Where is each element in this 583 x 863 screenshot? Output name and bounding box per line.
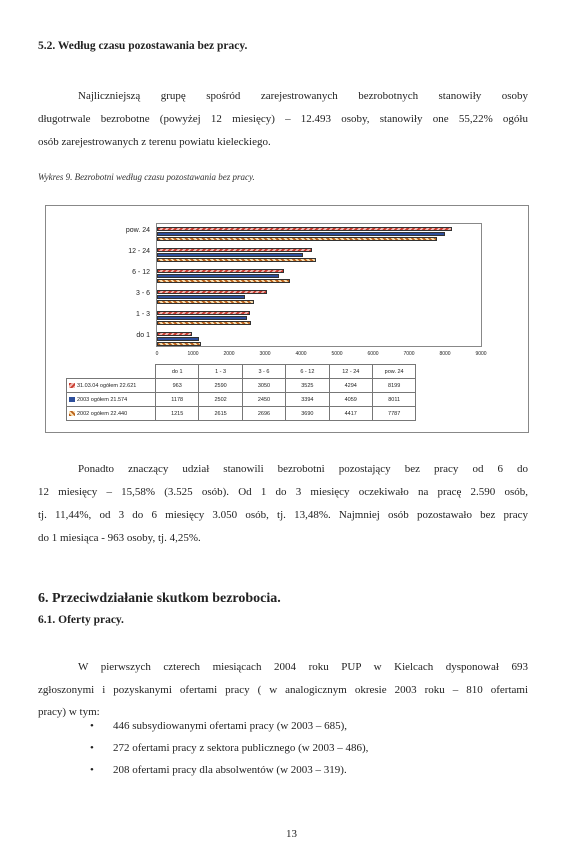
legend-entry bbox=[67, 393, 156, 407]
para2-line1: Ponadto znaczący udział stanowili bezrobotni pozostający bez pracy od 6 do bbox=[78, 463, 528, 475]
bar bbox=[157, 269, 284, 273]
bar bbox=[157, 300, 254, 304]
table-header: 12 - 24 bbox=[329, 365, 372, 379]
table-header-row bbox=[67, 365, 416, 379]
table-header: 1 - 3 bbox=[199, 365, 242, 379]
para3-line3: pracy) w tym: bbox=[38, 706, 100, 718]
category-label: 12 - 24 bbox=[128, 248, 150, 255]
table-header: 6 - 12 bbox=[286, 365, 329, 379]
legend-swatch bbox=[69, 383, 75, 388]
table-cell: 3394 bbox=[286, 393, 329, 407]
table-cell: 7787 bbox=[372, 407, 415, 421]
section-heading: 5.2. Według czasu pozostawania bez pracy. bbox=[38, 40, 248, 52]
para3-line1: W pierwszych czterech miesiącach 2004 roku PUP w Kielcach dysponował 693 bbox=[78, 661, 528, 673]
para2-line3: tj. 11,44%, od 3 do 6 miesięcy 3.050 osób, tj. 13,48%. Najmniej osób pozostawało bez pracy bbox=[38, 509, 528, 521]
bar bbox=[157, 248, 312, 252]
para2-line4: do 1 miesiąca - 963 osoby, tj. 4,25%. bbox=[38, 532, 201, 544]
bar bbox=[157, 332, 192, 336]
list-item: • 208 ofertami pracy dla absolwentów (w 2003 – 319). bbox=[90, 759, 368, 781]
table-cell: 2696 bbox=[242, 407, 285, 421]
table-cell: 1215 bbox=[156, 407, 199, 421]
category-label: 3 - 6 bbox=[135, 290, 150, 297]
bar bbox=[157, 311, 250, 315]
bar bbox=[157, 227, 452, 231]
table-cell: 2450 bbox=[242, 393, 285, 407]
bar bbox=[157, 237, 437, 241]
para1-line3: osób zarejestrowanych z terenu powiatu kieleckiego. bbox=[38, 136, 271, 148]
bar bbox=[157, 253, 303, 257]
table-cell: 8011 bbox=[372, 393, 415, 407]
list-item: • 272 ofertami pracy z sektora publicznego (w 2003 – 486), bbox=[90, 737, 368, 759]
series-name: 2002 ogółem 22.440 bbox=[77, 410, 128, 417]
table-cell: 2615 bbox=[199, 407, 242, 421]
bar bbox=[157, 274, 279, 278]
x-tick-label: 1000 bbox=[187, 351, 199, 357]
table-cell: 2590 bbox=[199, 379, 242, 393]
chart-data-table bbox=[66, 364, 416, 421]
bar bbox=[157, 342, 201, 346]
x-tick-label: 4000 bbox=[295, 351, 307, 357]
bar bbox=[157, 232, 445, 236]
series-name: 31.03.04 ogółem 22.621 bbox=[77, 382, 137, 389]
para2-line2: 12 miesięcy – 15,58% (3.525 osób). Od 1 do 3 miesięcy oczekiwało na pracę 2.590 osób, bbox=[38, 486, 528, 498]
category-label: 1 - 3 bbox=[135, 311, 150, 318]
table-corner bbox=[67, 365, 156, 379]
legend-entry bbox=[67, 379, 156, 393]
category-label: 6 - 12 bbox=[132, 269, 150, 276]
table-cell: 3690 bbox=[286, 407, 329, 421]
table-row bbox=[67, 393, 416, 407]
x-tick-label: 6000 bbox=[367, 351, 379, 357]
bar bbox=[157, 258, 316, 262]
para1-line2: długotrwale bezrobotne (powyżej 12 miesięcy) – 12.493 osoby, stanowiły one 55,22% ogółu bbox=[38, 113, 528, 125]
offer-bullet-list bbox=[90, 715, 368, 781]
x-tick-label: 0 bbox=[155, 351, 159, 357]
series-name: 2003 ogółem 21.574 bbox=[77, 396, 128, 403]
chart-plot-area bbox=[156, 223, 482, 347]
bar bbox=[157, 290, 267, 294]
bar bbox=[157, 316, 247, 320]
para1-line1: Najliczniejszą grupę spośród zarejestrowanych bezrobotnych stanowiły osoby bbox=[78, 90, 528, 102]
table-cell: 8199 bbox=[372, 379, 415, 393]
section-6-1-heading: 6.1. Oferty pracy. bbox=[38, 614, 124, 626]
table-row bbox=[67, 407, 416, 421]
bar bbox=[157, 337, 199, 341]
x-tick-label: 8000 bbox=[439, 351, 451, 357]
table-header: do 1 bbox=[156, 365, 199, 379]
table-header: 3 - 6 bbox=[242, 365, 285, 379]
table-cell: 4417 bbox=[329, 407, 372, 421]
x-tick-label: 7000 bbox=[403, 351, 415, 357]
section-6-heading: 6. Przeciwdziałanie skutkom bezrobocia. bbox=[38, 591, 281, 606]
bar bbox=[157, 279, 290, 283]
x-tick-label: 5000 bbox=[331, 351, 343, 357]
para3-line2: zgłoszonymi i pozyskanymi ofertami pracy ( w analogicznym okresie 2003 roku – 810 ofertami bbox=[38, 684, 528, 696]
table-cell: 1178 bbox=[156, 393, 199, 407]
table-cell: 963 bbox=[156, 379, 199, 393]
x-tick-label: 2000 bbox=[223, 351, 235, 357]
category-label: pow. 24 bbox=[125, 227, 150, 234]
chart-caption: Wykres 9. Bezrobotni według czasu pozostawania bez pracy. bbox=[38, 172, 255, 182]
table-cell: 2502 bbox=[199, 393, 242, 407]
table-cell: 3050 bbox=[242, 379, 285, 393]
table-header: pow. 24 bbox=[372, 365, 415, 379]
x-tick-label: 3000 bbox=[259, 351, 271, 357]
bar bbox=[157, 321, 251, 325]
list-item: • 446 subsydiowanymi ofertami pracy (w 2003 – 685), bbox=[90, 715, 368, 737]
table-cell: 3525 bbox=[286, 379, 329, 393]
bar bbox=[157, 295, 245, 299]
table-cell: 4294 bbox=[329, 379, 372, 393]
category-label: do 1 bbox=[136, 332, 150, 339]
page-number: 13 bbox=[286, 828, 297, 840]
x-tick-label: 9000 bbox=[475, 351, 487, 357]
table-row bbox=[67, 379, 416, 393]
legend-swatch bbox=[69, 411, 75, 416]
table-cell: 4059 bbox=[329, 393, 372, 407]
legend-entry bbox=[67, 407, 156, 421]
legend-swatch bbox=[69, 397, 75, 402]
